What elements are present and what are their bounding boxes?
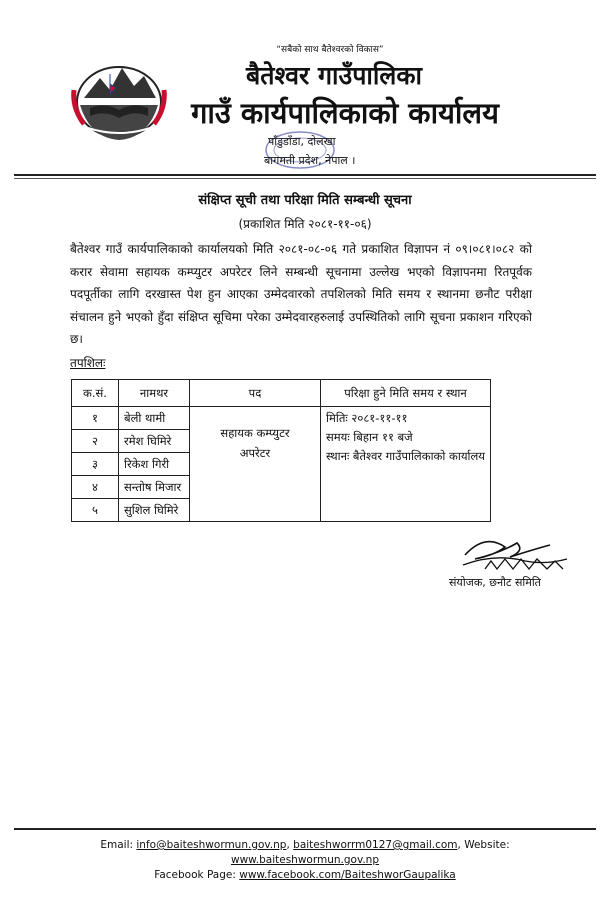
website-label: , Website:	[457, 839, 510, 851]
footer-divider	[14, 828, 596, 830]
row-sn: ३	[72, 453, 119, 476]
row-name: बेली थामी	[119, 407, 190, 430]
address-line-2: बागमती प्रदेश, नेपाल ।	[264, 154, 356, 167]
footer-line-1	[0, 838, 610, 853]
post-line-1: सहायक कम्प्युटर	[220, 426, 290, 440]
row-sn: ४	[72, 476, 119, 499]
row-name: रिकेश गिरी	[119, 453, 190, 476]
notice-body: बैतेश्वर गाउँ कार्यपालिकाको कार्यालयको मिति २०८१-०८-०६ गते प्रकाशित विज्ञापन नं ०९।०८१।०८२ को करार सेवामा सहायक कम्प्युटर अपरेटर लिने सम्बन्धी सूचनामा उल्लेख भएको विज्ञापनमा रितपूर्वक पदपूर्तीका लागि दरखास्त पेश हुन आएका उम्मेदवारको तपशिलको मिति समय र स्थानमा छनौट परीक्षा संचालन हुने भएको हुँदा संक्षिप्त सूचिमा परेका उम्मेदवारहरुलाई उपस्थितिको लागि सूचना प्रकाशन गरिएको छ।	[70, 242, 532, 346]
email-link-gmail[interactable]: baiteshworrm0127@gmail.com	[293, 839, 458, 851]
row-sn: ५	[72, 499, 119, 522]
row-name: सन्तोष मिजार	[119, 476, 190, 499]
header-divider	[14, 174, 596, 176]
address-line-1: पाँडुडाँडा, दोलखा	[268, 135, 336, 148]
table-row	[72, 407, 491, 430]
exam-place: स्थानः बैतेश्वर गाउँपालिकाको कार्यालय	[326, 449, 485, 463]
header-exam: परिक्षा हुने मिति समय र स्थान	[321, 380, 491, 407]
facebook-link[interactable]: www.facebook.com/BaiteshworGaupalika	[239, 869, 456, 881]
appendix-label: तपशिलः	[70, 356, 106, 370]
handwritten-signature	[455, 525, 575, 580]
org-name: बैतेश्वर गाउँपालिका	[245, 61, 422, 90]
row-sn: १	[72, 407, 119, 430]
notice-title: संक्षिप्त सूची तथा परिक्षा मिति सम्बन्धी सूचना	[198, 193, 412, 208]
website-link[interactable]: www.baiteshwormun.gov.np	[230, 854, 380, 866]
office-name: गाउँ कार्यपालिकाको कार्यालय	[191, 96, 499, 130]
signatory-caption: संयोजक, छनौट समिति	[449, 576, 541, 589]
email-label: Email:	[100, 839, 137, 851]
candidate-table	[71, 379, 491, 522]
header-name: नामथर	[119, 380, 190, 407]
facebook-label: Facebook Page:	[154, 869, 240, 881]
email-separator: ,	[286, 839, 294, 851]
email-link-info[interactable]: info@baiteshwormun.gov.np	[136, 839, 287, 851]
published-date: (प्रकाशित मिति २०८१-११-०६)	[238, 217, 372, 231]
row-name: सुशिल घिमिरे	[119, 499, 190, 522]
slogan: “सबैको साथ बैतेश्वरको विकास”	[276, 45, 384, 55]
header-post: पद	[190, 380, 321, 407]
footer	[0, 838, 610, 883]
exam-date: मितिः २०८१-११-११	[326, 411, 408, 425]
footer-line-3	[0, 868, 610, 883]
header-sn: क.सं.	[72, 380, 119, 407]
exam-time: समयः बिहान ११ बजे	[326, 430, 413, 444]
row-sn: २	[72, 430, 119, 453]
footer-line-2	[0, 853, 610, 868]
table-header-row	[72, 380, 491, 407]
header-divider-thin	[14, 178, 596, 179]
row-name: रमेश घिमिरे	[119, 430, 190, 453]
exam-cell	[321, 407, 491, 522]
post-cell	[190, 407, 321, 522]
post-line-2: अपरेटर	[239, 446, 271, 460]
